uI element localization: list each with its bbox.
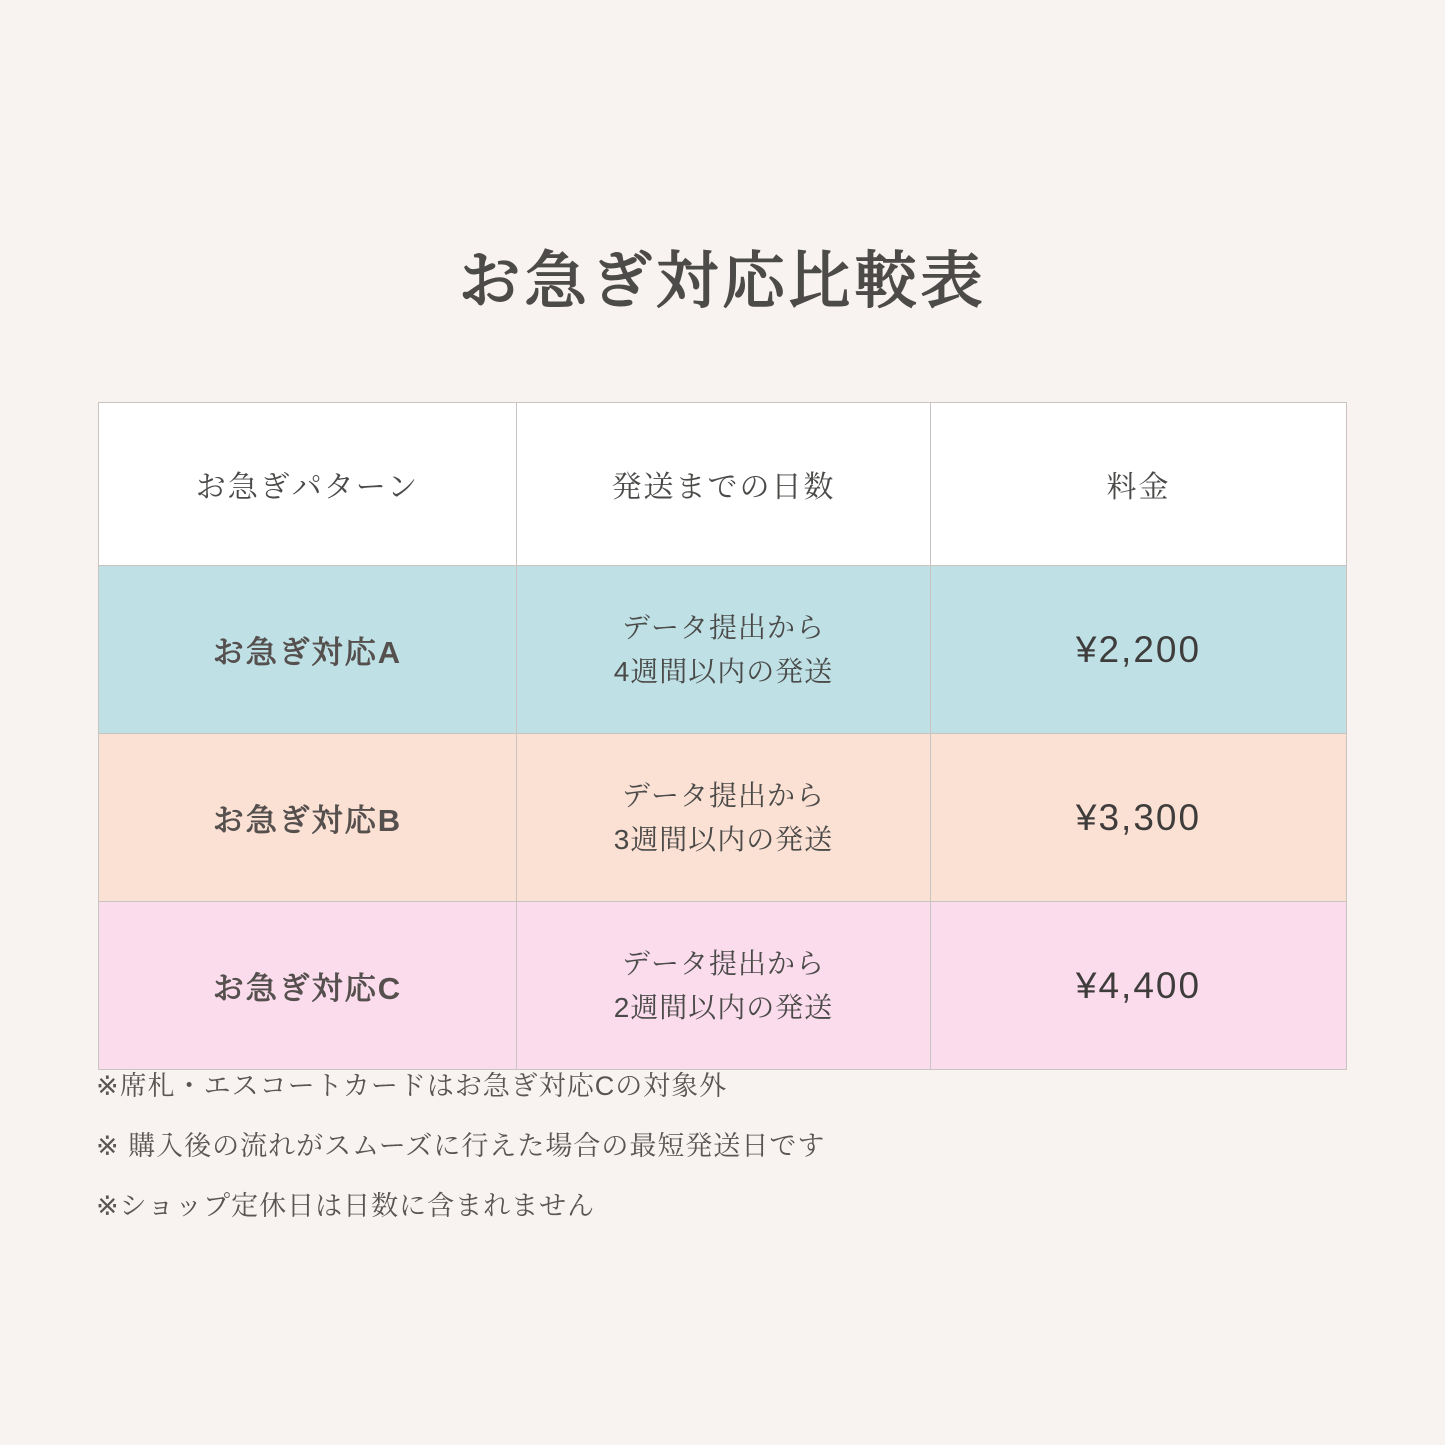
cell-price: ¥4,400 [931, 902, 1347, 1070]
cell-days-line1: データ提出から [621, 612, 825, 644]
note-item: ※席札・エスコートカードはお急ぎ対応Cの対象外 [96, 1071, 728, 1101]
cell-pattern: お急ぎ対応B [99, 734, 517, 902]
cell-pattern: お急ぎ対応A [99, 566, 517, 734]
note-item: ※ショップ定休日は日数に含まれません [96, 1190, 596, 1221]
note-item: ※ 購入後の流れがスムーズに行えた場合の最短発送日です [96, 1130, 826, 1161]
table-body [99, 566, 1347, 1070]
notes-list [96, 1068, 1356, 1247]
cell-days-line2: 4週間以内の発送 [613, 655, 834, 687]
cell-pattern: お急ぎ対応C [99, 902, 517, 1070]
table-header [99, 403, 1347, 566]
cell-price: ¥2,200 [931, 566, 1347, 734]
cell-days-line2: 3週間以内の発送 [613, 823, 834, 855]
cell-days [517, 734, 931, 902]
cell-days-line1: データ提出から [621, 948, 825, 980]
column-header-days: 発送までの日数 [517, 403, 931, 566]
column-header-price: 料金 [931, 403, 1347, 566]
cell-days [517, 566, 931, 734]
table-row [99, 902, 1347, 1070]
cell-days [517, 902, 931, 1070]
table-row [99, 734, 1347, 902]
comparison-table [98, 402, 1347, 1070]
table-row [99, 566, 1347, 734]
cell-price: ¥3,300 [931, 734, 1347, 902]
table-header-row [99, 403, 1347, 566]
page-title: お急ぎ対応比較表 [458, 247, 987, 316]
comparison-table-wrapper [98, 402, 1346, 1070]
cell-days-line2: 2週間以内の発送 [613, 991, 834, 1023]
column-header-pattern: お急ぎパターン [99, 403, 517, 566]
cell-days-line1: データ提出から [621, 780, 825, 812]
